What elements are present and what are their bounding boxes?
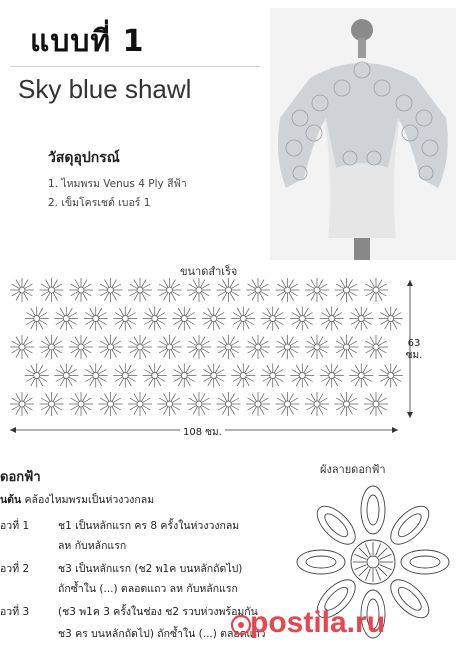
motif-petal-inner <box>321 510 351 540</box>
diagram-motif <box>25 364 49 388</box>
diagram-motif <box>113 364 137 388</box>
motif-grid <box>10 278 403 416</box>
diagram-motif <box>10 335 34 359</box>
diagram-motif <box>364 392 388 416</box>
instruction-line <box>0 560 242 577</box>
material-item-hook: 2. เข็มโครเชต์ เบอร์ 1 <box>48 197 151 209</box>
diagram-motif <box>349 307 373 331</box>
diagram-motif <box>305 335 329 359</box>
instruction-text: ช3 เป็นหลักแรก (ช2 พ1ค บนหลักถัดไป) <box>58 563 243 575</box>
diagram-motif <box>54 364 78 388</box>
size-heading: ขนาดสำเร็จ <box>180 265 238 278</box>
diagram-motif <box>276 335 300 359</box>
motif-stitch <box>359 548 368 557</box>
motif-stitch <box>359 567 368 576</box>
diagram-motif <box>99 278 123 302</box>
diagram-motif <box>69 278 93 302</box>
diagram-motif <box>261 307 285 331</box>
diagram-motif <box>231 364 255 388</box>
diagram-motif <box>261 364 285 388</box>
diagram-motif <box>246 335 270 359</box>
motif-petal <box>311 500 362 551</box>
diagram-motif <box>158 278 182 302</box>
diagram-motif <box>54 307 78 331</box>
diagram-motif <box>290 307 314 331</box>
diagram-motif <box>99 335 123 359</box>
motif-stitch <box>379 554 391 559</box>
motif-stitch <box>355 554 367 559</box>
diagram-motif <box>128 278 152 302</box>
diagram-motif <box>10 278 34 302</box>
instruction-line <box>0 517 239 534</box>
diagram-motif <box>246 392 270 416</box>
motif-stitch <box>379 565 391 570</box>
motif-petal <box>297 550 345 574</box>
diagram-motif <box>40 278 64 302</box>
motif-petal-inner <box>395 584 425 614</box>
diagram-motif <box>172 307 196 331</box>
motif-stitch <box>376 544 381 556</box>
instruction-label: อวที่ 3 <box>0 606 30 618</box>
motif-stitch <box>378 567 387 576</box>
diagram-motif <box>40 335 64 359</box>
material-item-yarn: 1. ไหมพรม Venus 4 Ply สีฟ้า <box>48 178 187 190</box>
diagram-motif <box>202 364 226 388</box>
diagram-motif <box>276 392 300 416</box>
shawl-layout-diagram <box>6 276 442 444</box>
diagram-motif <box>128 335 152 359</box>
instruction-line <box>0 603 258 620</box>
instruction-line <box>0 491 154 508</box>
instruction-text: ถักซ้ำใน (...) ตลอดแถว ลห กับหลักแรก <box>58 583 238 595</box>
instruction-label: อวที่ 2 <box>0 563 30 575</box>
diagram-motif <box>364 278 388 302</box>
diagram-motif <box>246 278 270 302</box>
width-dimension-label: 108 ซม. <box>180 425 225 440</box>
motif-stitch <box>376 568 381 580</box>
materials-heading: วัสดุอุปกรณ์ <box>48 150 120 166</box>
diagram-motif <box>158 335 182 359</box>
diagram-motif <box>172 364 196 388</box>
diagram-motif <box>25 307 49 331</box>
instruction-label: นต้น <box>0 494 22 506</box>
postila-logo-icon <box>230 614 252 636</box>
diagram-motif <box>187 335 211 359</box>
diagram-motif <box>335 392 359 416</box>
diagram-motif <box>99 392 123 416</box>
motif-chart-heading: ผังลายดอกฟ้า <box>320 463 386 476</box>
diagram-motif <box>231 307 255 331</box>
diagram-motif <box>217 392 241 416</box>
motif-petal-inner <box>306 556 336 568</box>
diagram-motif <box>187 278 211 302</box>
diagram-motif <box>187 392 211 416</box>
diagram-motif <box>349 364 373 388</box>
shawl-photo <box>270 8 456 260</box>
motif-petal-inner <box>395 510 425 540</box>
motif-stitch <box>365 568 370 580</box>
motif-petal-inner <box>367 495 379 525</box>
diagram-motif <box>10 392 34 416</box>
instruction-text: คล้องไหมพรมเป็นห่วงวงกลม <box>24 494 155 506</box>
diagram-motif <box>379 307 403 331</box>
diagram-motif <box>335 335 359 359</box>
diagram-motif <box>158 392 182 416</box>
instruction-text: ช1 เป็นหลักแรก คร 8 ครั้งในห่วงวงกลม <box>58 520 240 532</box>
motif-stitch <box>378 548 387 557</box>
diagram-motif <box>305 392 329 416</box>
diagram-motif <box>290 364 314 388</box>
title-divider <box>10 66 260 67</box>
instruction-text: ช3 คร บนหลักถัดไป) ถักซ้ำใน (...) ตลอดแถว <box>58 628 266 640</box>
diagram-motif <box>128 392 152 416</box>
diagram-motif <box>305 278 329 302</box>
diagram-motif <box>84 307 108 331</box>
diagram-motif <box>217 335 241 359</box>
height-value: 63 <box>407 338 421 349</box>
motif-section-heading: ดอกฟ้า <box>0 470 41 485</box>
page-subtitle: Sky blue shawl <box>18 74 192 104</box>
diagram-motif <box>320 307 344 331</box>
diagram-motif <box>143 307 167 331</box>
diagram-motif <box>113 307 137 331</box>
motif-stitch <box>355 565 367 570</box>
diagram-motif <box>364 335 388 359</box>
diagram-motif <box>202 307 226 331</box>
page-title: แบบที่ 1 <box>30 24 145 59</box>
motif-petal <box>361 486 385 534</box>
motif-stitch <box>365 544 370 556</box>
motif-petal <box>384 500 435 551</box>
instruction-text: ลห กับหลักแรก <box>58 540 127 552</box>
watermark: postila.ru <box>250 606 386 639</box>
diagram-motif <box>276 278 300 302</box>
diagram-motif <box>143 364 167 388</box>
diagram-motif <box>40 392 64 416</box>
height-unit: ซม. <box>405 350 423 361</box>
height-dimension-label <box>404 338 424 362</box>
diagram-motif <box>320 364 344 388</box>
motif-petal-inner <box>410 556 440 568</box>
diagram-motif <box>84 364 108 388</box>
diagram-motif <box>335 278 359 302</box>
diagram-motif <box>69 335 93 359</box>
diagram-motif <box>69 392 93 416</box>
instruction-text: (ช3 พ1ค 3 ครั้งในช่อง ช2 รวบห่วงพร้อมกัน <box>58 606 258 618</box>
diagram-motif <box>217 278 241 302</box>
diagram-motif <box>379 364 403 388</box>
motif-petal <box>384 573 435 624</box>
instruction-label: อวที่ 1 <box>0 520 30 532</box>
motif-petal <box>401 550 449 574</box>
